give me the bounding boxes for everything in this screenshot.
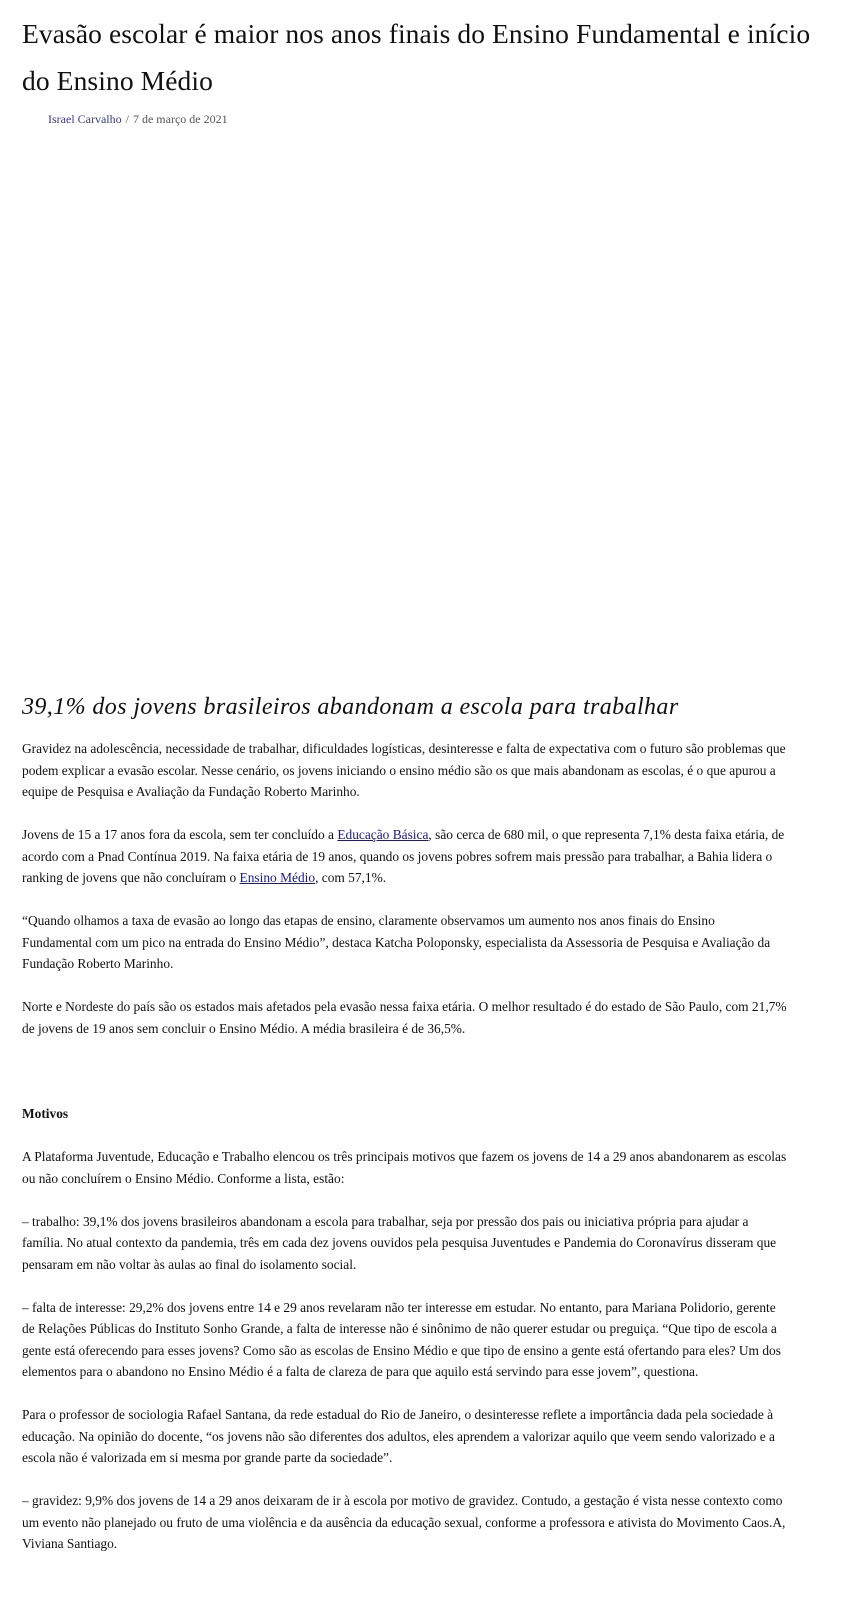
paragraph-7: – falta de interesse: 29,2% dos jovens entre 14 e 29 anos revelaram não ter interesse em estudar. No entanto, para Mariana Polidorio, gerente de Relações Públicas do Instituto Sonho Grande, a falta de interesse não é sinônimo de não querer estudar ou preguiça. “Que tipo de escola a gente está oferecendo para esses jovens? Como são as escolas de Ensino Médio e que tipo de ensino a gente está ofertando para eles? Um dos elementos para o abandono no Ensino Médio é a falta de clareza de para que aquilo está servindo para esse jovem”, questiona. (22, 1299, 781, 1379)
paragraph-8: Para o professor de sociologia Rafael Santana, da rede estadual do Rio de Janeiro, o desinteresse reflete a importância dada pela sociedade à educação. Na opinião do docente, “os jovens não são diferentes dos adultos, eles aprendem a valorizar aquilo que veem sendo valorizado e a escola não é valorizada em si mesma por grande parte da sociedade”. (22, 1407, 775, 1465)
article-body (22, 738, 787, 1555)
paragraph-2-text-c: , com 57,1%. (315, 870, 387, 885)
paragraph-2-text-a: Jovens de 15 a 17 anos fora da escola, sem ter concluído a (22, 827, 338, 842)
paragraph-2-text-b: , são cerca de 680 mil, o que representa 7,1% desta faixa etária, de acordo com a Pnad Contínua 2019. Na faixa etária de 19 anos, quando os jovens pobres sofrem mais pressão para trabalhar, a Bahia lidera o ranking de jovens que não concluíram o (22, 827, 785, 885)
publish-date: 7 de março de 2021 (132, 112, 228, 126)
meta-separator: / (125, 112, 129, 126)
paragraph-3: “Quando olhamos a taxa de evasão ao longo das etapas de ensino, claramente observamos um aumento nos anos finais do Ensino Fundamental com um pico na entrada do Ensino Médio”, destaca Katcha Poloponsky, especialista da Assessoria de Pesquisa e Avaliação da Fundação Roberto Marinho. (22, 913, 771, 971)
featured-image-placeholder (22, 130, 812, 690)
paragraph-1: Gravidez na adolescência, necessidade de trabalhar, dificuldades logísticas, desinteresse e falta de expectativa com o futuro são problemas que podem explicar a evasão escolar. Nesse cenário, os jovens iniciando o ensino médio são os que mais abandonam as escolas, é o que apurou a equipe de Pesquisa e Avaliação da Fundação Roberto Marinho. (22, 741, 786, 799)
article-title: Evasão escolar é maior nos anos finais do Ensino Fundamental e início do Ensino Médio (22, 18, 811, 96)
paragraph-5: A Plataforma Juventude, Educação e Trabalho elencou os três principais motivos que fazem os jovens de 14 a 29 anos abandonarem as escolas ou não concluírem o Ensino Médio. Conforme a lista, estão: (22, 1149, 787, 1186)
author-link[interactable]: Israel Carvalho (48, 112, 122, 126)
paragraph-6: – trabalho: 39,1% dos jovens brasileiros abandonam a escola para trabalhar, seja por pressão dos pais ou iniciativa própria para ajudar a família. No atual contexto da pandemia, três em cada dez jovens ouvidos pela pesquisa Juventudes e Pandemia do Coronavírus disseram que pensaram em não voltar às aulas ao final do isolamento social. (22, 1213, 777, 1272)
paragraph-2 (22, 824, 787, 889)
article-meta (48, 110, 822, 128)
educacao-basica-link[interactable]: Educação Básica (337, 827, 429, 842)
section-heading-motivos: Motivos (22, 1106, 69, 1121)
paragraph-4: Norte e Nordeste do país são os estados mais afetados pela evasão nessa faixa etária. O melhor resultado é do estado de São Paulo, com 21,7% de jovens de 19 anos sem concluir o Ensino Médio. A média brasileira é de 36,5%. (22, 999, 787, 1036)
article (22, 0, 822, 1555)
article-subtitle: 39,1% dos jovens brasileiros abandonam a escola para trabalhar (22, 694, 679, 720)
paragraph-9: – gravidez: 9,9% dos jovens de 14 a 29 anos deixaram de ir à escola por motivo de gravidez. Contudo, a gestação é vista nesse contexto como um evento não planejado ou fruto de uma violência e da ausência da educação sexual, conforme a professora e ativista do Movimento Caos.A, Viviana Santiago. (22, 1493, 786, 1551)
ensino-medio-link[interactable]: Ensino Médio (239, 870, 316, 885)
